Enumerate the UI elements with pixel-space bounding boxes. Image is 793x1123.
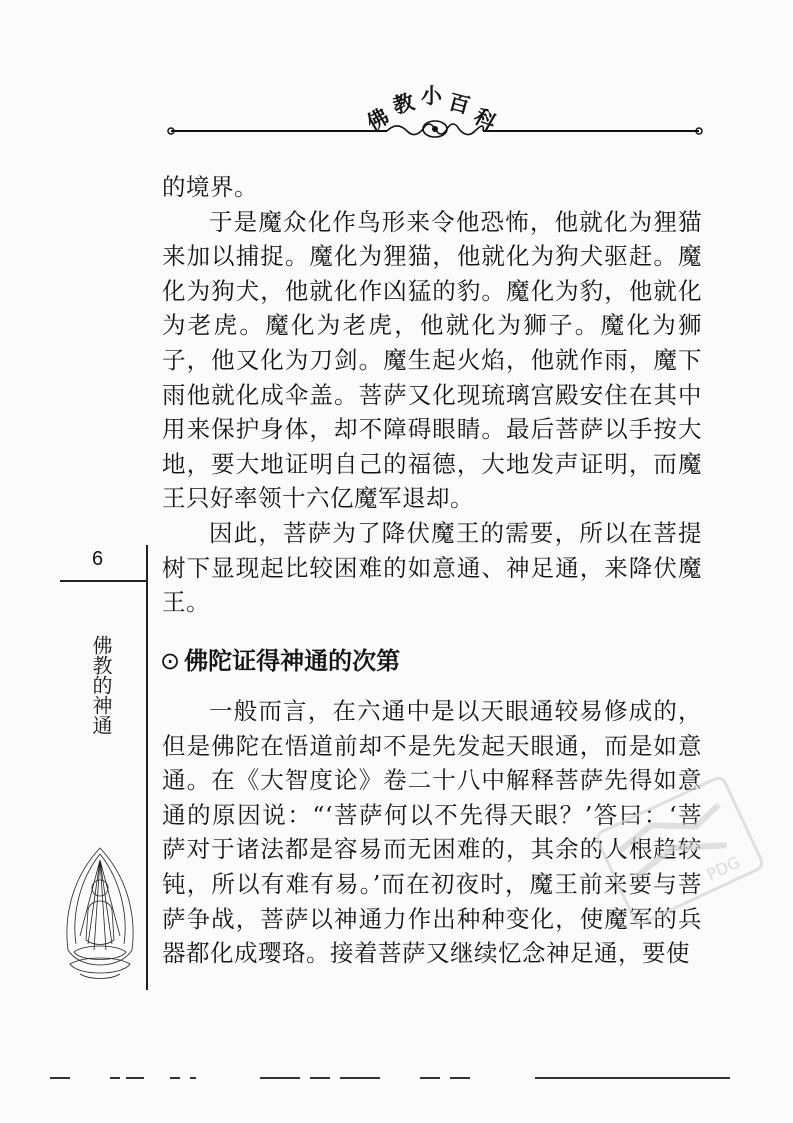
margin-divider-horizontal — [60, 580, 148, 582]
header-char-2: 教 — [390, 89, 418, 119]
header-ornament-rule — [165, 118, 705, 142]
header-char-1: 佛 — [362, 104, 394, 136]
header-char-4: 百 — [445, 89, 473, 119]
paragraph: 于是魔众化作鸟形来令他恐怖，他就化为狸猫来加以捕捉。魔化为狸猫，他就化为狗犬驱赶。魔化为狗犬，他就化作凶猛的豹。魔化为豹，他就化为老虎。魔化为老虎，他就化为狮子。魔化为狮子，他又化为刀剑。魔生起火焰，他就作雨，魔下雨他就化成伞盖。菩萨又化现琉璃宫殿安住在其中用来保护身体，却不障碍眼睛。最后菩萨以手按大地，要大地证明自己的福德，大地发声证明，而魔王只好率领十六亿魔军退却。 — [162, 207, 702, 513]
footer-scan-marks — [40, 1072, 740, 1084]
margin-divider-vertical — [146, 545, 148, 990]
section-heading-text: 佛陀证得神通的次第 — [184, 647, 401, 675]
paragraph: 一般而言，在六通中是以天眼通较易修成的，但是佛陀在悟道前却不是先发起天眼通，而是如意通。在《大智度论》卷二十八中解释菩萨先得如意通的原因说：“‘菩萨何以不先得天眼？’答曰：‘菩萨对于诸法都是容易而无困难的，其余的人根趋较钝，所以有难有易。’而在初夜时，魔王前来要与菩萨争战，菩萨以神通力作出种种变化，使魔军的兵器都化成璎珞。接着菩萨又继续忆念神足通，要使 — [162, 697, 702, 968]
watermark-text: PDG — [703, 852, 743, 885]
page-number: 6 — [92, 548, 104, 570]
buddha-illustration-icon — [60, 840, 140, 990]
bullet-icon: ⊙ — [160, 647, 181, 675]
paragraph: 的境界。 — [162, 173, 258, 201]
paragraph: 因此，菩萨为了降伏魔王的需要，所以在菩提树下显现起比较困难的如意通、神足通，来降伏魔王。 — [162, 518, 702, 617]
section-heading — [160, 644, 700, 678]
header-char-5: 科 — [469, 104, 501, 136]
header-char-3: 小 — [421, 84, 442, 108]
book-title-vertical: 佛教的神通 — [89, 635, 113, 735]
body-text-top — [162, 170, 702, 620]
